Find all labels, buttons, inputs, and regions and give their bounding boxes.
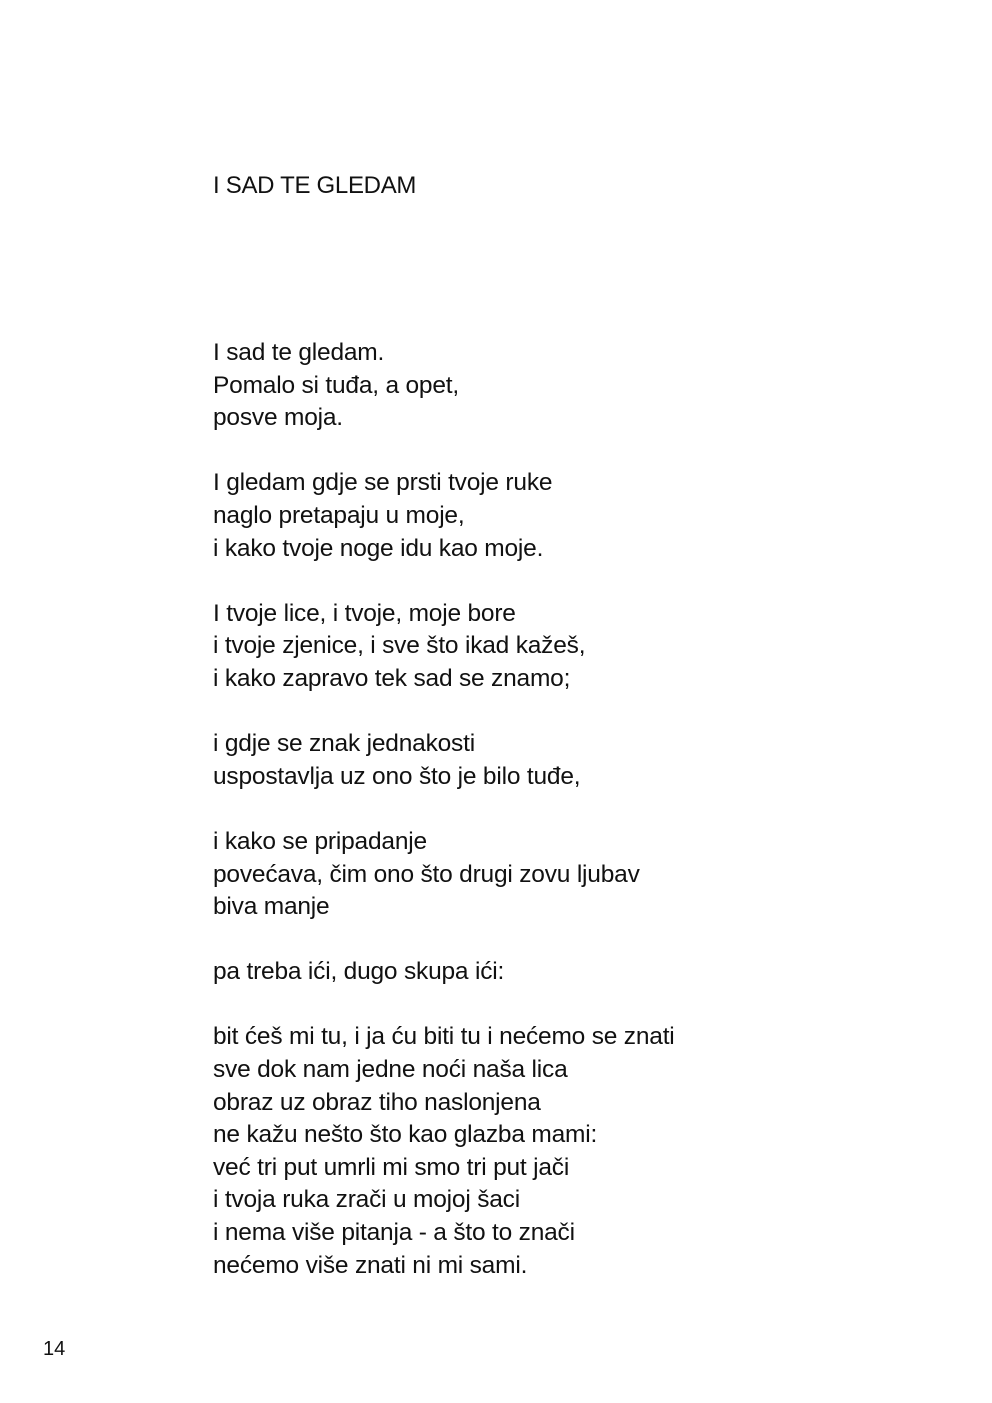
stanza bbox=[213, 1021, 913, 1282]
poem-line: i kako zapravo tek sad se znamo; bbox=[213, 664, 571, 692]
poem-line: sve dok nam jedne noći naša lica bbox=[213, 1056, 568, 1084]
poem-line: biva manje bbox=[213, 893, 330, 921]
poem-line: nećemo više znati ni mi sami. bbox=[213, 1251, 528, 1279]
poem-line: i gdje se znak jednakosti bbox=[213, 730, 475, 758]
stanza bbox=[213, 598, 913, 696]
poem-line: i kako tvoje noge idu kao moje. bbox=[213, 534, 544, 562]
poem-line: Pomalo si tuđa, a opet, bbox=[213, 371, 459, 399]
poem-line: I tvoje lice, i tvoje, moje bore bbox=[213, 599, 516, 627]
poem-line: bit ćeš mi tu, i ja ću biti tu i nećemo se znati bbox=[213, 1023, 675, 1051]
poem-line: obraz uz obraz tiho naslonjena bbox=[213, 1088, 541, 1116]
poem-line: naglo pretapaju u moje, bbox=[213, 501, 465, 529]
poem-line: i tvoja ruka zrači u mojoj šaci bbox=[213, 1186, 520, 1214]
poem-line: I sad te gledam. bbox=[213, 339, 385, 366]
poem-line: ne kažu nešto što kao glazba mami: bbox=[213, 1121, 598, 1149]
poem-line: i nema više pitanja - a što to znači bbox=[213, 1219, 575, 1247]
page-number: 14 bbox=[43, 1338, 66, 1360]
poem-line: posve moja. bbox=[213, 404, 343, 432]
poem-line: i tvoje zjenice, i sve što ikad kažeš, bbox=[213, 632, 586, 660]
stanza bbox=[213, 728, 913, 793]
stanza bbox=[213, 467, 913, 565]
poem-body bbox=[213, 337, 913, 1315]
poem-line: I gledam gdje se prsti tvoje ruke bbox=[213, 469, 553, 497]
stanza bbox=[213, 337, 913, 435]
poem-line: i kako se pripadanje bbox=[213, 827, 427, 855]
poem-line: uspostavlja uz ono što je bilo tuđe, bbox=[213, 762, 581, 790]
stanza bbox=[213, 826, 913, 924]
poem-line: povećava, čim ono što drugi zovu ljubav bbox=[213, 860, 640, 888]
poem-line: pa treba ići, dugo skupa ići: bbox=[213, 958, 505, 986]
poem-line: već tri put umrli mi smo tri put jači bbox=[213, 1153, 570, 1181]
poem-title: I SAD TE GLEDAM bbox=[213, 172, 417, 199]
stanza bbox=[213, 956, 913, 989]
